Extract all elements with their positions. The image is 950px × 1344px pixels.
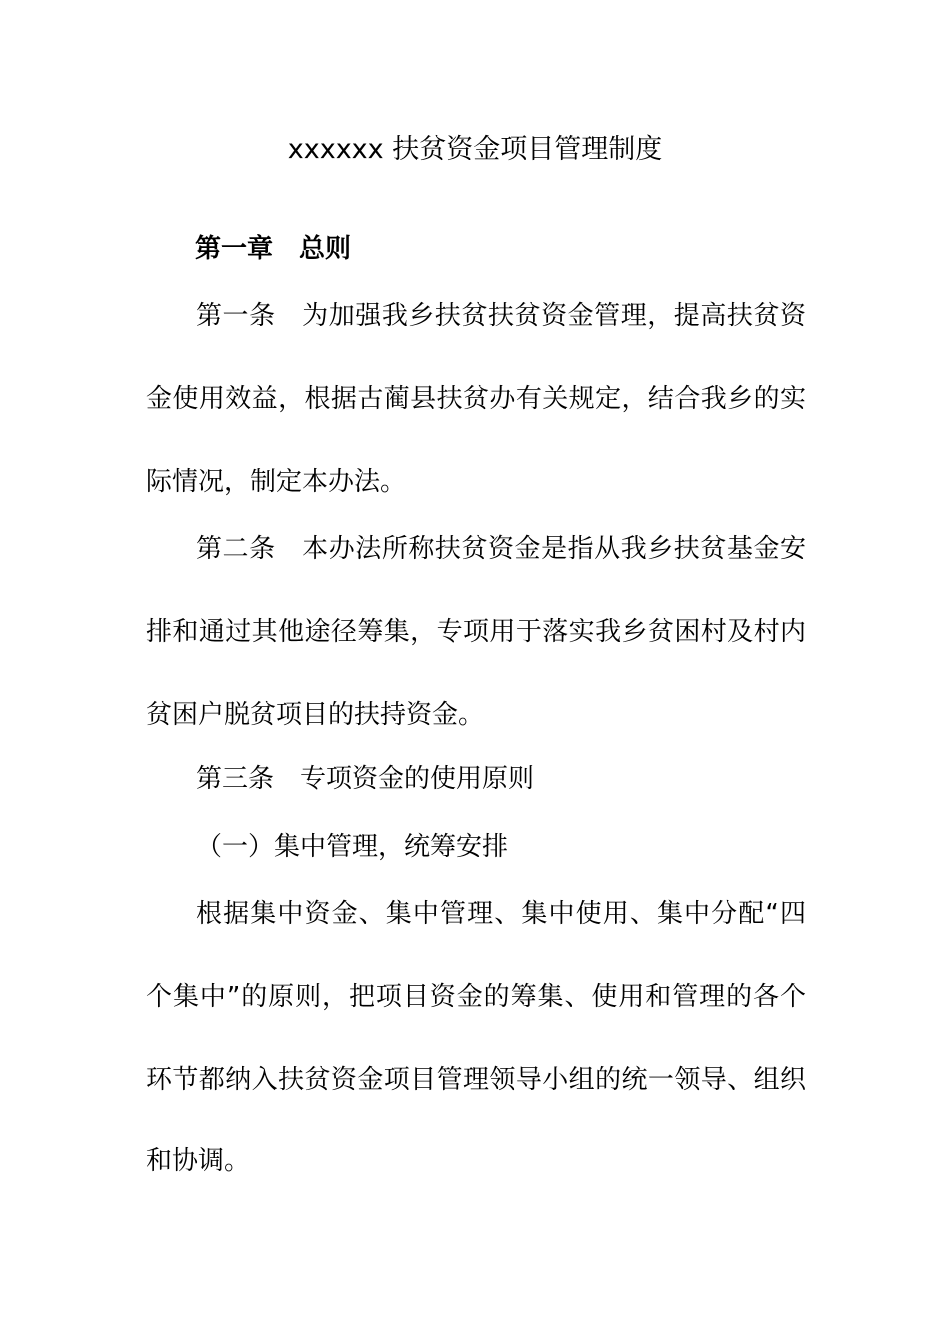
article-1-line-1: 第一条 为加强我乡扶贫扶贫资金管理，提高扶贫资 [196, 301, 806, 331]
article-2-line-2: 排和通过其他途径筹集，专项用于落实我乡贫困村及村内 [146, 617, 806, 647]
article-2-line-3: 贫困户脱贫项目的扶持资金。 [146, 700, 485, 730]
principle-1-line-1: 根据集中资金、集中管理、集中使用、集中分配“四 [196, 899, 806, 929]
article-1-line-3: 际情况，制定本办法。 [146, 467, 407, 497]
principle-1-line-3: 环节都纳入扶贫资金项目管理领导小组的统一领导、组织 [146, 1065, 806, 1095]
article-2-line-1: 第二条 本办法所称扶贫资金是指从我乡扶贫基金安 [196, 534, 806, 564]
principle-1-heading: （一）集中管理，统筹安排 [196, 832, 509, 862]
principle-1-line-4: 和协调。 [146, 1146, 251, 1176]
principle-1-line-2: 个集中”的原则，把项目资金的筹集、使用和管理的各个 [146, 982, 806, 1012]
article-3-heading: 第三条 专项资金的使用原则 [196, 764, 535, 794]
chapter-heading: 第一章 总则 [195, 234, 352, 264]
document-title: xxxxxx 扶贫资金项目管理制度 [287, 134, 663, 165]
article-1-line-2: 金使用效益，根据古蔺县扶贫办有关规定，结合我乡的实 [146, 384, 806, 414]
